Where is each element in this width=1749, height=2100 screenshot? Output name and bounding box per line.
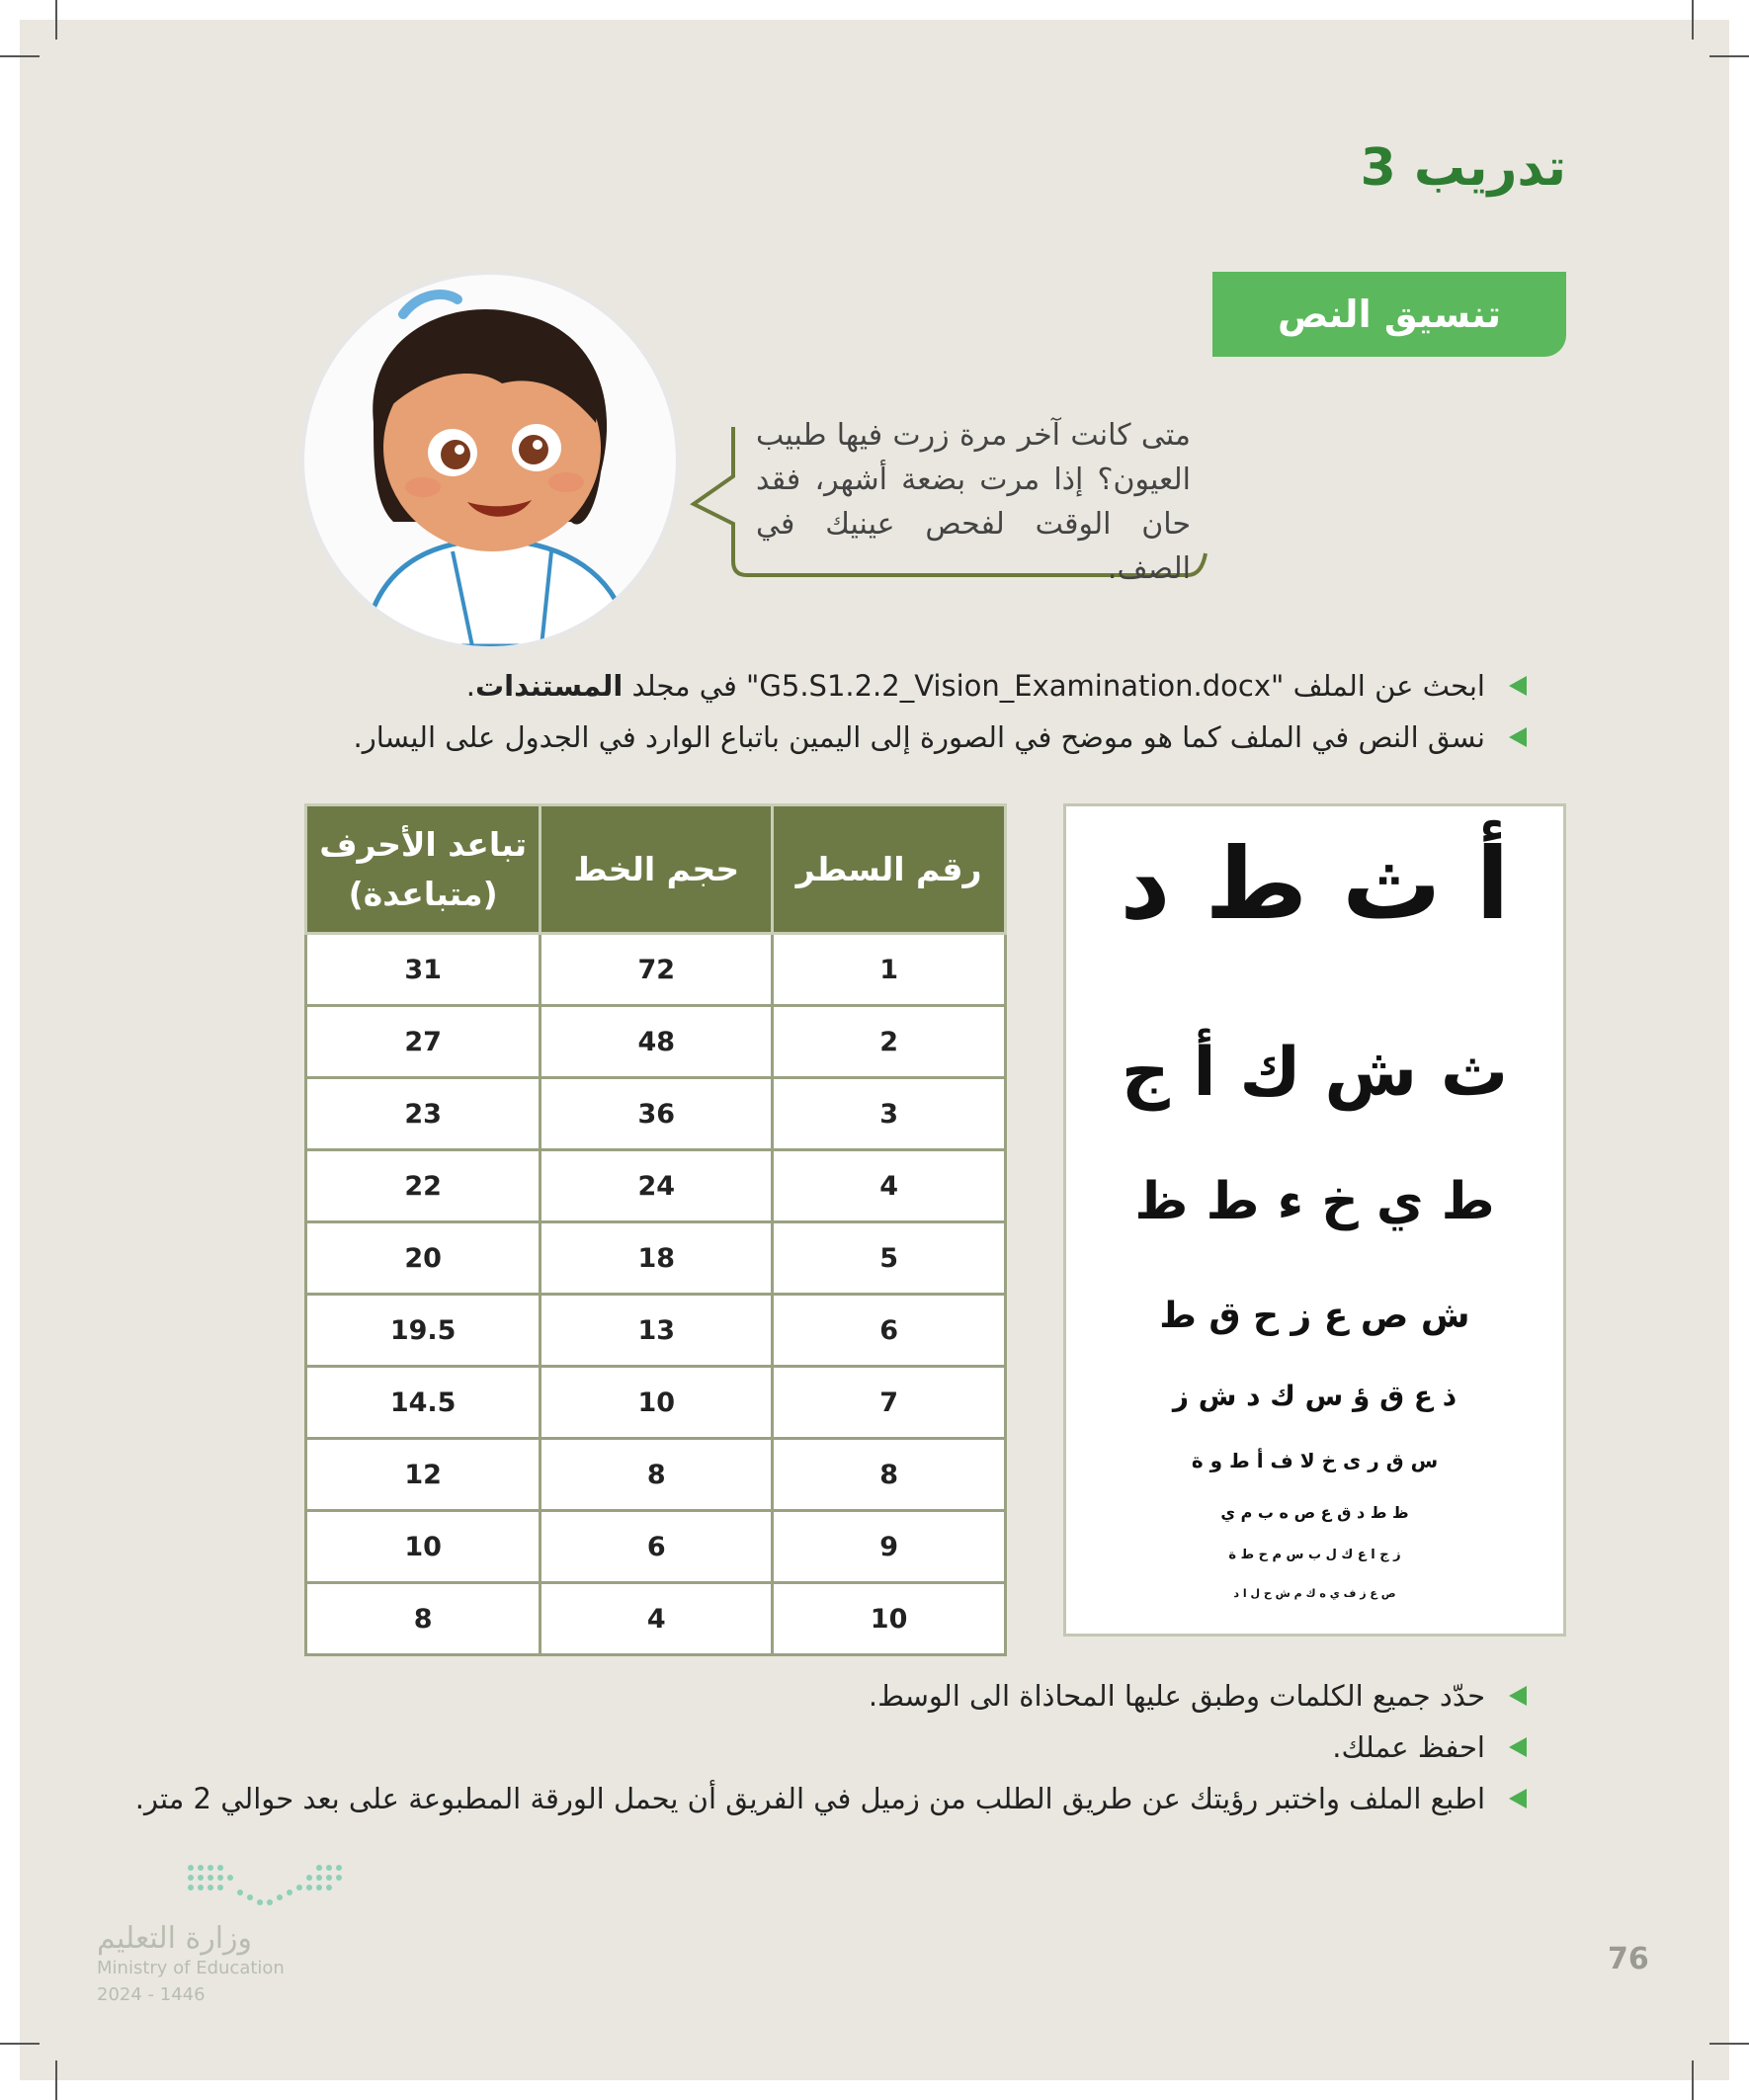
eye-chart-line: ص ع ز ف ي ه ك م ش ح ل ا د: [1233, 1587, 1396, 1600]
bullet-icon: [1509, 1789, 1527, 1808]
crop-mark: [1692, 0, 1694, 40]
speech-bubble-text: متى كانت آخر مرة زرت فيها طبيب العيون؟ إذا مرت بضعة أشهر، فقد حان الوقت لفحص عينيك في الصف.: [756, 418, 1191, 586]
cell-line: 4: [773, 1150, 1006, 1222]
cell-size: 6: [541, 1511, 773, 1583]
crop-mark: [1709, 55, 1749, 57]
cell-spacing: 8: [306, 1583, 541, 1655]
bullet-icon: [1509, 1686, 1527, 1706]
cell-line: 6: [773, 1295, 1006, 1367]
bullet-icon: [1509, 727, 1527, 747]
cell-spacing: 12: [306, 1439, 541, 1511]
ministry-year: 2024 - 1446: [97, 1984, 206, 2005]
eye-chart-line: ش ص ع ز ح ق ط: [1159, 1296, 1470, 1336]
cell-size: 4: [541, 1583, 773, 1655]
cell-spacing: 23: [306, 1078, 541, 1150]
header-line-number: رقم السطر: [773, 805, 1006, 934]
page-number: 76: [1608, 1942, 1649, 1976]
crop-mark: [55, 2060, 57, 2100]
table-row: [306, 1583, 1006, 1655]
format-table: [304, 803, 1007, 1656]
eye-chart-line: ظ ط د ق ع ص ه ب م ي: [1220, 1503, 1409, 1522]
instruction-item: [353, 712, 1527, 763]
instruction-item: [135, 1670, 1527, 1722]
instruction-text: احفظ عملك.: [1332, 1730, 1485, 1764]
exercise-title: تدريب 3: [1360, 138, 1566, 198]
instruction-text: نسق النص في الملف كما هو موضح في الصورة إلى اليمين باتباع الوارد في الجدول على اليسار.: [353, 720, 1485, 754]
cell-size: 8: [541, 1439, 773, 1511]
instructions-bottom: [135, 1670, 1527, 1824]
ministry-arabic: وزارة التعليم: [97, 1921, 253, 1956]
cell-size: 24: [541, 1150, 773, 1222]
crop-mark: [0, 2043, 40, 2045]
cell-spacing: 27: [306, 1006, 541, 1078]
instruction-bold: المستندات: [474, 669, 624, 703]
instruction-text: اطبع الملف واختبر رؤيتك عن طريق الطلب من زميل في الفريق أن يحمل الورقة المطبوعة على بعد حوالي 2 متر.: [134, 1782, 1485, 1815]
cell-size: 36: [541, 1078, 773, 1150]
instruction-text: حدّد جميع الكلمات وطبق عليها المحاذاة الى الوسط.: [868, 1679, 1485, 1713]
eye-chart-line: ذ ع ق ؤ س ك د ش ز: [1172, 1380, 1458, 1412]
cell-spacing: 10: [306, 1511, 541, 1583]
section-tab-label: تنسيق النص: [1277, 293, 1502, 336]
section-tab: [1212, 272, 1566, 357]
cell-size: 10: [541, 1367, 773, 1439]
table-row: [306, 1222, 1006, 1295]
instruction-item: [135, 1722, 1527, 1773]
cell-spacing: 19.5: [306, 1295, 541, 1367]
ministry-logo: [97, 1858, 359, 2005]
table-row: [306, 934, 1006, 1006]
cell-spacing: 20: [306, 1222, 541, 1295]
table-row: [306, 1511, 1006, 1583]
cell-line: 1: [773, 934, 1006, 1006]
cell-line: 10: [773, 1583, 1006, 1655]
cell-size: 48: [541, 1006, 773, 1078]
cell-spacing: 31: [306, 934, 541, 1006]
cell-line: 9: [773, 1511, 1006, 1583]
table-row: [306, 1367, 1006, 1439]
instruction-item: [135, 1773, 1527, 1824]
table-row: [306, 1006, 1006, 1078]
instruction-item: [353, 660, 1527, 712]
eye-chart-line: ط ي خ ء ط ظ: [1134, 1172, 1495, 1231]
crop-mark: [1692, 2060, 1694, 2100]
girl-illustration: [304, 275, 676, 646]
bullet-icon: [1509, 1737, 1527, 1757]
eye-chart: [1063, 803, 1566, 1637]
cell-spacing: 14.5: [306, 1367, 541, 1439]
crop-mark: [55, 0, 57, 40]
header-letter-spacing: تباعد الأحرف (متباعدة): [306, 805, 541, 934]
cell-line: 7: [773, 1367, 1006, 1439]
header-font-size: حجم الخط: [541, 805, 773, 934]
table-header-row: [306, 805, 1006, 934]
eye-chart-line: ث ش ك أ ج: [1121, 1034, 1509, 1112]
eye-chart-line: أ ث ط د: [1120, 826, 1510, 942]
instructions-top: [353, 660, 1527, 763]
crop-mark: [1709, 2043, 1749, 2045]
cell-line: 5: [773, 1222, 1006, 1295]
girl-avatar: [304, 275, 676, 646]
cell-size: 72: [541, 934, 773, 1006]
cell-line: 8: [773, 1439, 1006, 1511]
eye-chart-line: س ق ر ى خ لا ف أ ط و ة: [1191, 1449, 1439, 1472]
instruction-end: .: [465, 669, 475, 703]
cell-spacing: 22: [306, 1150, 541, 1222]
cell-size: 13: [541, 1295, 773, 1367]
table-row: [306, 1439, 1006, 1511]
cell-line: 2: [773, 1006, 1006, 1078]
table-row: [306, 1150, 1006, 1222]
cell-size: 18: [541, 1222, 773, 1295]
bullet-icon: [1509, 676, 1527, 696]
table-row: [306, 1078, 1006, 1150]
ministry-emblem-icon: [181, 1858, 359, 1917]
ministry-english: Ministry of Education: [97, 1958, 285, 1978]
eye-chart-line: ز ج ا ع ك ل ب س م ح ط ة: [1228, 1548, 1401, 1562]
cell-line: 3: [773, 1078, 1006, 1150]
table-row: [306, 1295, 1006, 1367]
crop-mark: [0, 55, 40, 57]
instruction-text: ابحث عن الملف "G5.S1.2.2_Vision_Examination.docx" في مجلد: [623, 669, 1485, 703]
